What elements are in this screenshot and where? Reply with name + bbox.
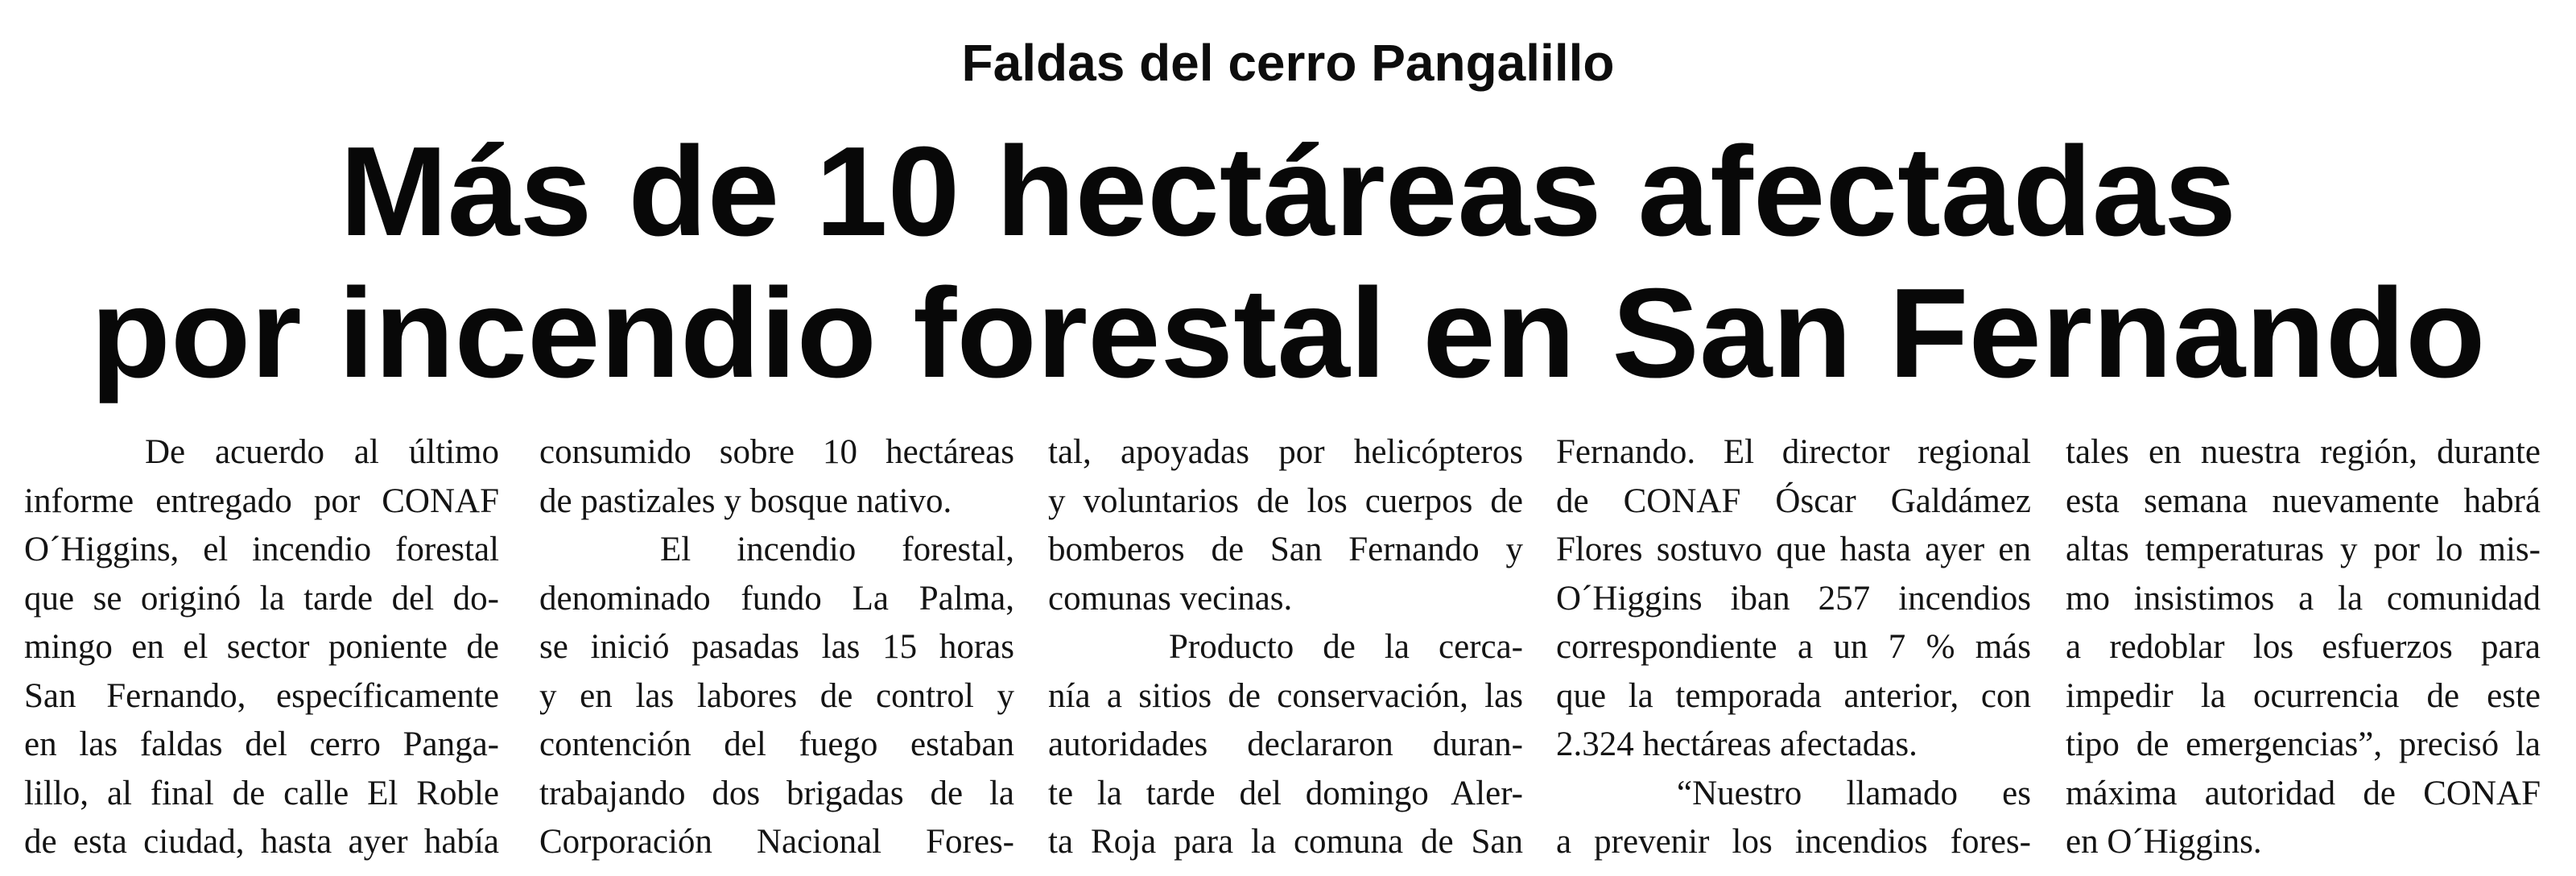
body-line: que la temporada anterior, con xyxy=(1556,676,2031,715)
body-line: a redoblar los esfuerzos para xyxy=(2066,628,2541,666)
body-column-3 xyxy=(1048,428,1523,863)
body-line: y en las labores de control y xyxy=(539,676,1014,715)
body-line: lillo, al final de calle El Roble xyxy=(24,774,499,812)
headline-line: Más de 10 hectáreas afectadas xyxy=(339,121,2237,262)
body-line: San Fernando, específicamente xyxy=(24,676,499,715)
body-line: mingo en el sector poniente de xyxy=(24,628,499,666)
body-line: comunas vecinas. xyxy=(1048,579,1293,618)
body-line: De acuerdo al último xyxy=(145,433,499,471)
body-line: mo insistimos a la comunidad xyxy=(2066,579,2541,618)
article-headline xyxy=(0,121,2576,404)
body-line: autoridades declararon duran- xyxy=(1048,725,1523,763)
body-line: nía a sitios de conservación, las xyxy=(1048,676,1523,715)
body-line: consumido sobre 10 hectáreas xyxy=(539,433,1014,471)
body-line: trabajando dos brigadas de la xyxy=(539,774,1014,812)
body-line: que se originó la tarde del do- xyxy=(24,579,499,618)
body-line: El incendio forestal, xyxy=(660,531,1014,568)
body-line: O´Higgins iban 257 incendios xyxy=(1556,579,2031,618)
body-line: 2.324 hectáreas afectadas. xyxy=(1556,725,1918,763)
body-line: se inició pasadas las 15 horas xyxy=(539,628,1014,666)
body-line: te la tarde del domingo Aler- xyxy=(1048,774,1523,812)
body-line: de pastizales y bosque nativo. xyxy=(539,481,952,520)
body-line: altas temperaturas y por lo mis- xyxy=(2066,531,2541,568)
body-line: y voluntarios de los cuerpos de xyxy=(1048,481,1523,520)
body-line: esta semana nuevamente habrá xyxy=(2066,481,2541,520)
body-line: en O´Higgins. xyxy=(2066,823,2262,861)
body-line: a prevenir los incendios fores- xyxy=(1556,823,2031,861)
article-kicker: Faldas del cerro Pangalillo xyxy=(961,34,1615,92)
body-line: correspondiente a un 7 % más xyxy=(1556,628,2031,666)
body-line: bomberos de San Fernando y xyxy=(1048,531,1523,568)
body-column-1 xyxy=(24,428,499,863)
body-line: denominado fundo La Palma, xyxy=(539,579,1014,618)
body-line: ta Roja para la comuna de San xyxy=(1048,823,1523,861)
body-line: tales en nuestra región, durante xyxy=(2066,433,2541,471)
body-line: Producto de la cerca- xyxy=(1169,628,1523,666)
body-line: impedir la ocurrencia de este xyxy=(2066,676,2541,715)
headline-line: por incendio forestal en San Fernando xyxy=(90,262,2486,404)
body-line: Flores sostuvo que hasta ayer en xyxy=(1556,531,2031,568)
body-line: “Nuestro llamado es xyxy=(1677,774,2031,812)
body-line: máxima autoridad de CONAF xyxy=(2066,774,2541,812)
body-line: Fernando. El director regional xyxy=(1556,433,2031,471)
body-column-4 xyxy=(1556,428,2031,863)
body-line: Corporación Nacional Fores- xyxy=(539,823,1014,861)
body-line: en las faldas del cerro Panga- xyxy=(24,725,499,763)
article-body xyxy=(24,428,2556,863)
body-line: tal, apoyadas por helicópteros xyxy=(1048,433,1523,471)
body-column-5 xyxy=(2066,428,2541,863)
body-line: tipo de emergencias”, precisó la xyxy=(2066,725,2541,763)
body-line: informe entregado por CONAF xyxy=(24,481,499,520)
body-line: de esta ciudad, hasta ayer había xyxy=(24,823,499,861)
body-line: O´Higgins, el incendio forestal xyxy=(24,531,499,568)
body-line: de CONAF Óscar Galdámez xyxy=(1556,481,2031,520)
body-line: contención del fuego estaban xyxy=(539,725,1014,763)
body-column-2 xyxy=(539,428,1014,863)
